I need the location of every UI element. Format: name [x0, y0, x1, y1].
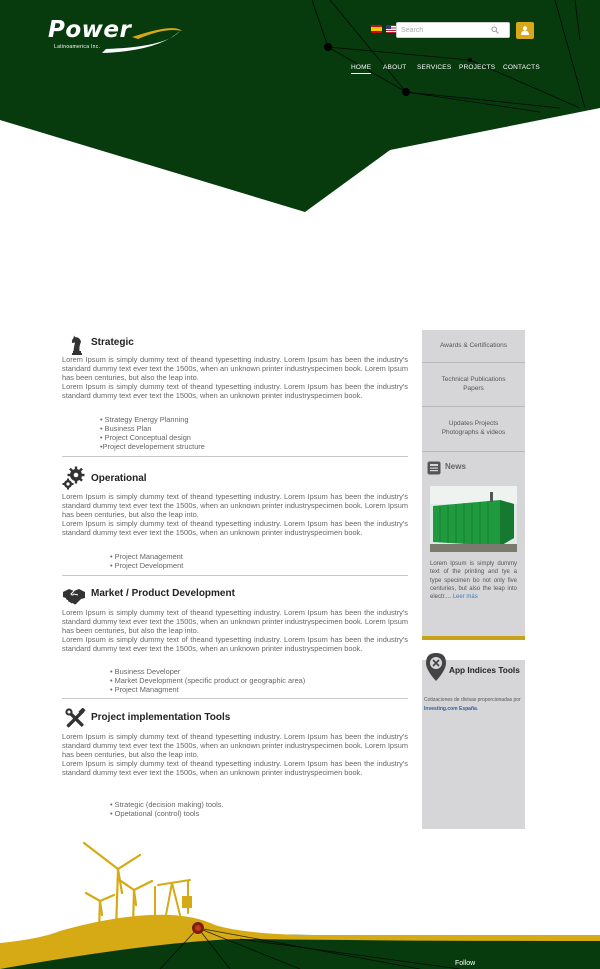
paragraph: Lorem Ipsum is simply dummy text of theand typesetting industry. Lorem Ipsum has been the industry's standard dummy text ever text the 1500s, when an unknown printer industryspecimen book. Lorem Ipsum has been centuries, but also the leap into.: [62, 492, 408, 520]
nav-about[interactable]: ABOUT: [383, 64, 407, 71]
section-title: Strategic: [91, 337, 134, 348]
list-item: • Project Management: [110, 552, 183, 561]
section-body: [62, 608, 408, 653]
list-item: • Project Development: [110, 561, 184, 571]
gears-icon: [62, 466, 86, 490]
sidebar-link-publications[interactable]: Technical Publications Papers: [441, 376, 506, 392]
nav-home[interactable]: HOME: [351, 64, 371, 74]
section-title: Market / Product Development: [91, 588, 235, 599]
list-item: • Market Development (specific product or geographic area): [110, 676, 306, 686]
section-divider: [62, 698, 408, 699]
read-more-link[interactable]: Leer más: [452, 594, 478, 601]
handshake-icon: [62, 586, 86, 606]
paragraph: Lorem Ipsum is simply dummy text of theand typesetting industry. Lorem Ipsum has been the industry's standard dummy text ever text the 1500s, when an unknown printer industryspecimen book. Lorem Ipsum has been centuries, but also the leap into.: [62, 732, 408, 760]
nav-services[interactable]: SERVICES: [417, 64, 452, 71]
paragraph: Lorem Ipsum is simply dummy text of theand typesetting industry. Lorem Ipsum has been the industry's standard dummy text ever text the 1500s, when an unknown printer industryspecimen book.: [62, 519, 408, 538]
list-item: • Opetational (control) tools: [110, 809, 200, 819]
sidebar-separator: [422, 362, 525, 363]
nav-projects[interactable]: PROJECTS: [459, 64, 496, 71]
paragraph: Lorem Ipsum is simply dummy text of theand typesetting industry. Lorem Ipsum has been the industry's standard dummy text ever text the 1500s, when an unknown printer industryspecimen book.: [62, 635, 408, 654]
footer-illustration: [0, 835, 600, 969]
section-title: Operational: [91, 473, 147, 484]
sidebar: [422, 330, 525, 829]
news-heading: News: [445, 462, 466, 471]
list-item: • Strategy Energy Planning: [100, 415, 189, 424]
list-item: • Strategic (decision making) tools.: [110, 800, 224, 809]
logo-subtitle: Latinoamerica Inc.: [54, 44, 101, 50]
sidebar-separator: [422, 406, 525, 407]
list-item: •Project developement structure: [100, 442, 205, 452]
section-body: [62, 355, 408, 400]
user-account-button[interactable]: [516, 22, 534, 39]
section-title: Project implementation Tools: [91, 712, 231, 723]
tools-icon: [65, 708, 86, 729]
list-item: • Business Plan: [100, 424, 152, 434]
nav-contacts[interactable]: CONTACTS: [503, 64, 540, 71]
search-icon[interactable]: [491, 26, 499, 34]
logo-wordmark: Power: [48, 17, 132, 43]
sidebar-link-updates[interactable]: Updates Projects Photographs & videos: [441, 420, 506, 436]
section-implementation-tools: [62, 708, 408, 824]
section-body: [62, 492, 408, 537]
sidebar-separator: [422, 451, 525, 452]
service-list: [100, 415, 205, 451]
section-strategic: [62, 335, 408, 455]
user-icon: [521, 26, 529, 35]
list-item: • Project Conceptual design: [100, 433, 191, 443]
news-image[interactable]: [430, 486, 517, 552]
section-market-development: [62, 584, 408, 696]
paragraph: Lorem Ipsum is simply dummy text of theand typesetting industry. Lorem Ipsum has been the industry's standard dummy text ever text the 1500s, when an unknown printer industryspecimen book.: [62, 382, 408, 401]
paragraph: Lorem Ipsum is simply dummy text of theand typesetting industry. Lorem Ipsum has been the industry's standard dummy text ever text the 1500s, when an unknown printer industryspecimen book. Lorem Ipsum has been centuries, but also the leap into.: [62, 355, 408, 383]
map-pin-icon: [424, 652, 448, 682]
paragraph: Lorem Ipsum is simply dummy text of theand typesetting industry. Lorem Ipsum has been the industry's standard dummy text ever text the 1500s, when an unknown printer industryspecimen book. Lorem Ipsum has been centuries, but also the leap into.: [62, 608, 408, 636]
search-input[interactable]: [401, 24, 491, 36]
sidebar-link-awards[interactable]: Awards & Certifications: [439, 342, 508, 349]
service-list: [110, 667, 305, 694]
list-item: • Business Developer: [110, 667, 181, 676]
section-divider: [62, 575, 408, 576]
attribution-period: .: [476, 706, 479, 712]
list-item: • Project Managment: [110, 685, 179, 695]
paragraph: Lorem Ipsum is simply dummy text of theand typesetting industry. Lorem Ipsum has been the industry's standard dummy text ever text the 1500s, when an unknown printer industryspecimen book.: [62, 759, 408, 778]
spanish-flag-icon[interactable]: [371, 25, 382, 33]
chess-knight-icon: [70, 335, 84, 355]
news-icon: [427, 461, 441, 475]
company-logo[interactable]: [46, 17, 186, 57]
app-indices-heading: App Indices Tools: [449, 665, 520, 675]
service-list: [110, 552, 183, 570]
investing-link[interactable]: Investing.com España: [424, 706, 477, 712]
currency-attribution: [424, 696, 524, 714]
attribution-text: Cotizaciones de divisas proporcionadas por: [424, 697, 521, 703]
section-operational: [62, 466, 408, 576]
service-list: [110, 800, 224, 818]
news-excerpt-text: Lorem Ipsum is simply dummy text of the printing and tye a type specimen bo not only five centuries, but also the leap into electr....: [430, 561, 517, 601]
search-box: [396, 22, 510, 38]
section-divider: [62, 456, 408, 457]
section-body: [62, 732, 408, 777]
follow-label: Follow: [455, 960, 476, 967]
news-excerpt: [430, 560, 517, 601]
